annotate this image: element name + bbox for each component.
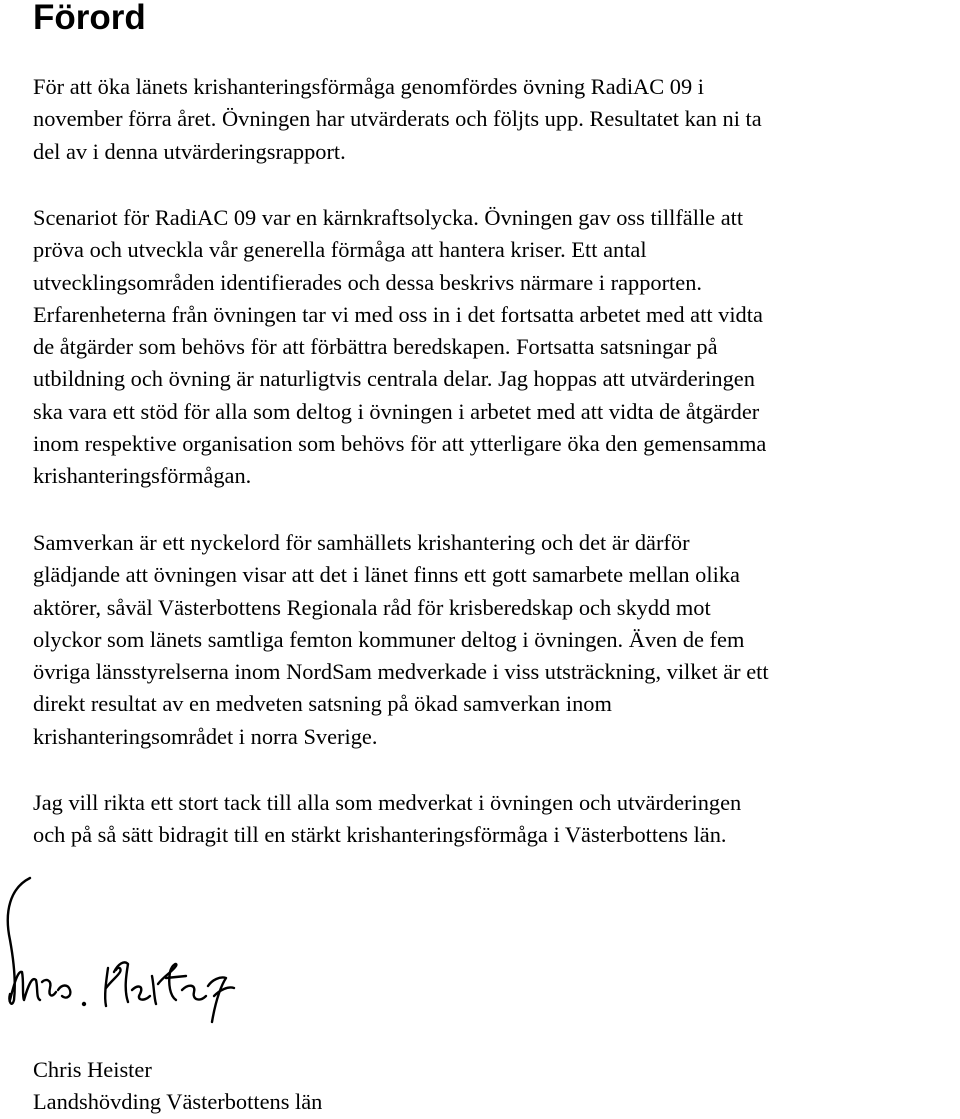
text-line: Scenariot för RadiAC 09 var en kärnkraftsolycka. Övningen gav oss tillfälle att xyxy=(33,205,744,230)
text-line: övriga länsstyrelserna inom NordSam medverkade i viss utsträckning, vilket är ett xyxy=(33,659,769,685)
signatory-name: Chris Heister xyxy=(33,1057,152,1082)
text-line: krishanteringsområdet i norra Sverige. xyxy=(33,723,378,749)
handwritten-signature xyxy=(0,872,240,1032)
text-line: krishanteringsförmågan. xyxy=(33,463,252,489)
text-line: och på så sätt bidragit till en stärkt krishanteringsförmåga i Västerbottens län. xyxy=(33,822,727,848)
text-line: pröva och utveckla vår generella förmåga att hantera kriser. Ett antal xyxy=(33,237,647,263)
paragraph-thanks xyxy=(33,787,957,852)
text-line: ska vara ett stöd för alla som deltog i övningen i arbetet med att vidta de åtgärder xyxy=(33,398,760,424)
text-line: de åtgärder som behövs för att förbättra beredskapen. Fortsatta satsningar på xyxy=(33,334,718,360)
text-line: Erfarenheterna från övningen tar vi med oss in i det fortsatta arbetet med att vidta xyxy=(33,301,763,327)
text-line: Samverkan är ett nyckelord för samhällets krishantering och det är därför xyxy=(33,530,690,555)
page-title: Förord xyxy=(33,0,146,37)
text-line: inom respektive organisation som behövs för att ytterligare öka den gemensamma xyxy=(33,431,767,457)
paragraph-scenario xyxy=(33,202,957,493)
text-line: aktörer, såväl Västerbottens Regionala råd för krisberedskap och skydd mot xyxy=(33,594,711,620)
signature-block xyxy=(33,1054,322,1119)
paragraph-intro xyxy=(33,71,957,168)
paragraph-cooperation xyxy=(33,527,957,753)
text-line: utvecklingsområden identifierades och dessa beskrivs närmare i rapporten. xyxy=(33,269,702,295)
text-line: utbildning och övning är naturligtvis centrala delar. Jag hoppas att utvärderingen xyxy=(33,366,755,392)
text-line: glädjande att övningen visar att det i länet finns ett gott samarbete mellan olika xyxy=(33,562,740,588)
text-line: Jag vill rikta ett stort tack till alla som medverkat i övningen och utvärderingen xyxy=(33,790,742,815)
text-line: del av i denna utvärderingsrapport. xyxy=(33,138,346,164)
text-line: För att öka länets krishanteringsförmåga genomfördes övning RadiAC 09 i xyxy=(33,74,704,99)
text-line: november förra året. Övningen har utvärderats och följts upp. Resultatet kan ni ta xyxy=(33,106,762,132)
text-line: direkt resultat av en medveten satsning på ökad samverkan inom xyxy=(33,691,612,717)
signatory-title: Landshövding Västerbottens län xyxy=(33,1089,323,1115)
text-line: olyckor som länets samtliga femton kommuner deltog i övningen. Även de fem xyxy=(33,626,745,652)
